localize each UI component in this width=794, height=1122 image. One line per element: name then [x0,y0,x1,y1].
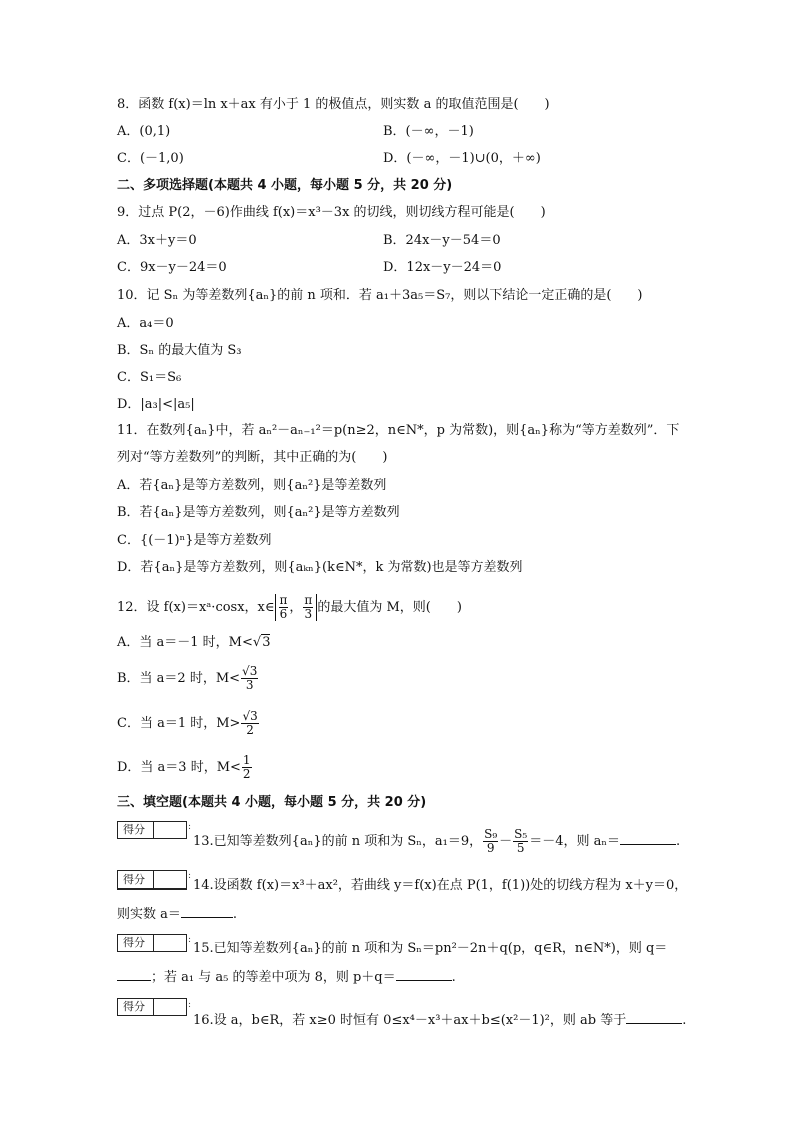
q16-score-box [117,998,187,1016]
q12-option-b-den: 3 [245,678,254,692]
q12-option-b-num: √3 [242,664,258,678]
q8-option-b: B．(－∞，－1) [383,124,474,139]
q8-stem: 8．函数 f(x)＝ln x＋ax 有小于 1 的极值点，则实数 a 的取值范围是( ) [117,97,550,112]
q13-frac2-den: 5 [516,841,525,855]
q9-option-d: D．12x－y－24＝0 [383,260,502,275]
q14-score-box [117,870,187,890]
q9-option-c: C．9x－y－24＝0 [117,260,227,275]
q16-text [193,1011,686,1029]
q10-option-a: A．a₄＝0 [117,316,174,331]
q11-option-b: B．若{aₙ}是等方差数列，则{aₙ²}是等方差数列 [117,505,400,520]
q11-option-c: C．{(－1)ⁿ}是等方差数列 [117,533,272,548]
q9-option-b: B．24x－y－54＝0 [383,233,501,248]
q15-pq-answer-blank[interactable] [396,968,452,981]
q12-interval-a-den: 6 [279,607,288,621]
q15-score-box [117,934,187,952]
q13-frac1-num: S₉ [484,827,498,841]
q12-option-a [117,634,270,651]
q14-line2 [117,905,237,923]
q12-option-a-sqrt-sign: √ [252,635,262,650]
q16-answer-blank[interactable] [626,1011,682,1024]
q14-tick-mark: : [188,871,192,881]
q13-text [193,828,680,855]
q13-pre: 13.已知等差数列{aₙ}的前 n 项和为 Sₙ，a₁＝9， [193,834,483,849]
q15-line2 [117,968,456,986]
q16-tick-mark: : [188,1000,192,1010]
q12-interval [275,594,318,621]
q12-stem-post: 的最大值为 M，则( ) [317,600,462,615]
section-3-heading: 三、填空题(本题共 4 小题，每小题 5 分，共 20 分) [117,795,427,810]
q12-option-b [117,665,259,692]
q15-line1-text: 15.已知等差数列{aₙ}的前 n 项和为 Sₙ＝pn²－2n＋q(p，q∈R，n∈N*)，则 q＝ [193,941,668,956]
q14-end: . [232,907,238,922]
q12-option-d-num: 1 [242,753,251,767]
q12-stem [117,594,462,621]
q13-frac1-den: 9 [486,841,495,855]
q8-option-d: D．(－∞，－1)∪(0，＋∞) [383,151,541,166]
q12-interval-a-num: π [279,593,288,607]
q10-option-d: D．|a₃|<|a₅| [117,397,195,412]
q15-end: . [451,970,456,985]
q16-pre: 16.设 a，b∈R，若 x≥0 时恒有 0≤x⁴－x³＋ax＋b≤(x²－1)²，则 ab 等于 [193,1013,627,1028]
q12-stem-pre: 12．设 f(x)＝xᵃ·cosx，x∈ [117,600,275,615]
q16-score-label: 得分 [123,1000,145,1013]
q13-score-label: 得分 [123,823,145,836]
q13-answer-blank[interactable] [620,832,676,845]
q14-score-label: 得分 [123,873,145,886]
q10-option-c: C．S₁＝S₆ [117,370,182,385]
q12-option-c-text: C．当 a＝1 时，M> [117,716,241,731]
q8-option-a: A．(0,1) [117,124,171,139]
q12-option-d [117,754,253,781]
q12-option-c [117,710,260,737]
q10-stem: 10．记 Sₙ 为等差数列{aₙ}的前 n 项和．若 a₁＋3a₅＝S₇，则以下结论一定正确的是( ) [117,288,643,303]
q8-option-c: C．(－1,0) [117,151,184,166]
q12-option-d-den: 2 [242,767,251,781]
q14-answer-blank[interactable] [181,905,233,918]
q9-stem: 9．过点 P(2，－6)作曲线 f(x)＝x³－3x 的切线，则切线方程可能是( ) [117,205,546,220]
q15-q-answer-blank[interactable] [117,968,151,981]
q15-score-label: 得分 [123,936,145,949]
q16-end: . [682,1013,687,1028]
q14-line2-text: 则实数 a＝ [117,907,181,922]
q13-minus: － [499,834,513,849]
q14-line1: 14.设函数 f(x)＝x³＋ax²，若曲线 y＝f(x)在点 P(1，f(1))处的切线方程为 x＋y＝0， [193,878,688,893]
q13-tick-mark: : [188,822,192,832]
q12-interval-b-num: π [304,593,313,607]
q13-end: . [675,834,681,849]
section-2-heading: 二、多项选择题(本题共 4 小题，每小题 5 分，共 20 分) [117,178,453,193]
q13-score-box [117,821,187,839]
q11-option-d: D．若{aₙ}是等方差数列，则{aₖₙ}(k∈N*，k 为常数)也是等方差数列 [117,560,523,575]
q15-line1 [193,941,667,957]
q12-option-a-radicand: 3 [262,635,271,650]
q12-option-b-text: B．当 a＝2 时，M< [117,671,241,686]
q12-option-c-den: 2 [246,723,254,737]
q13-post: ＝－4，则 aₙ＝ [529,834,620,849]
q9-option-a: A．3x＋y＝0 [117,233,197,248]
q12-option-a-text: A．当 a＝－1 时，M< [117,635,253,650]
q15-line2-text: ；若 a₁ 与 a₅ 的等差中项为 8，则 p＋q＝ [151,970,396,985]
q12-interval-b-den: 3 [304,607,313,621]
q12-interval-sep: ， [289,600,303,615]
q10-option-b: B．Sₙ 的最大值为 S₃ [117,343,242,358]
q12-option-d-text: D．当 a＝3 时，M< [117,760,241,775]
q11-stem-line2: 列对“等方差数列”的判断，其中正确的为( ) [117,450,388,465]
q12-option-c-num: √3 [242,709,258,723]
q15-tick-mark: : [188,935,192,945]
q11-option-a: A．若{aₙ}是等方差数列，则{aₙ²}是等差数列 [117,478,387,493]
q13-frac2-num: S₅ [514,827,528,841]
q11-stem-line1: 11．在数列{aₙ}中，若 aₙ²－aₙ₋₁²＝p(n≥2，n∈N*，p 为常数)，则{aₙ}称为“等方差数列”．下 [117,423,680,438]
